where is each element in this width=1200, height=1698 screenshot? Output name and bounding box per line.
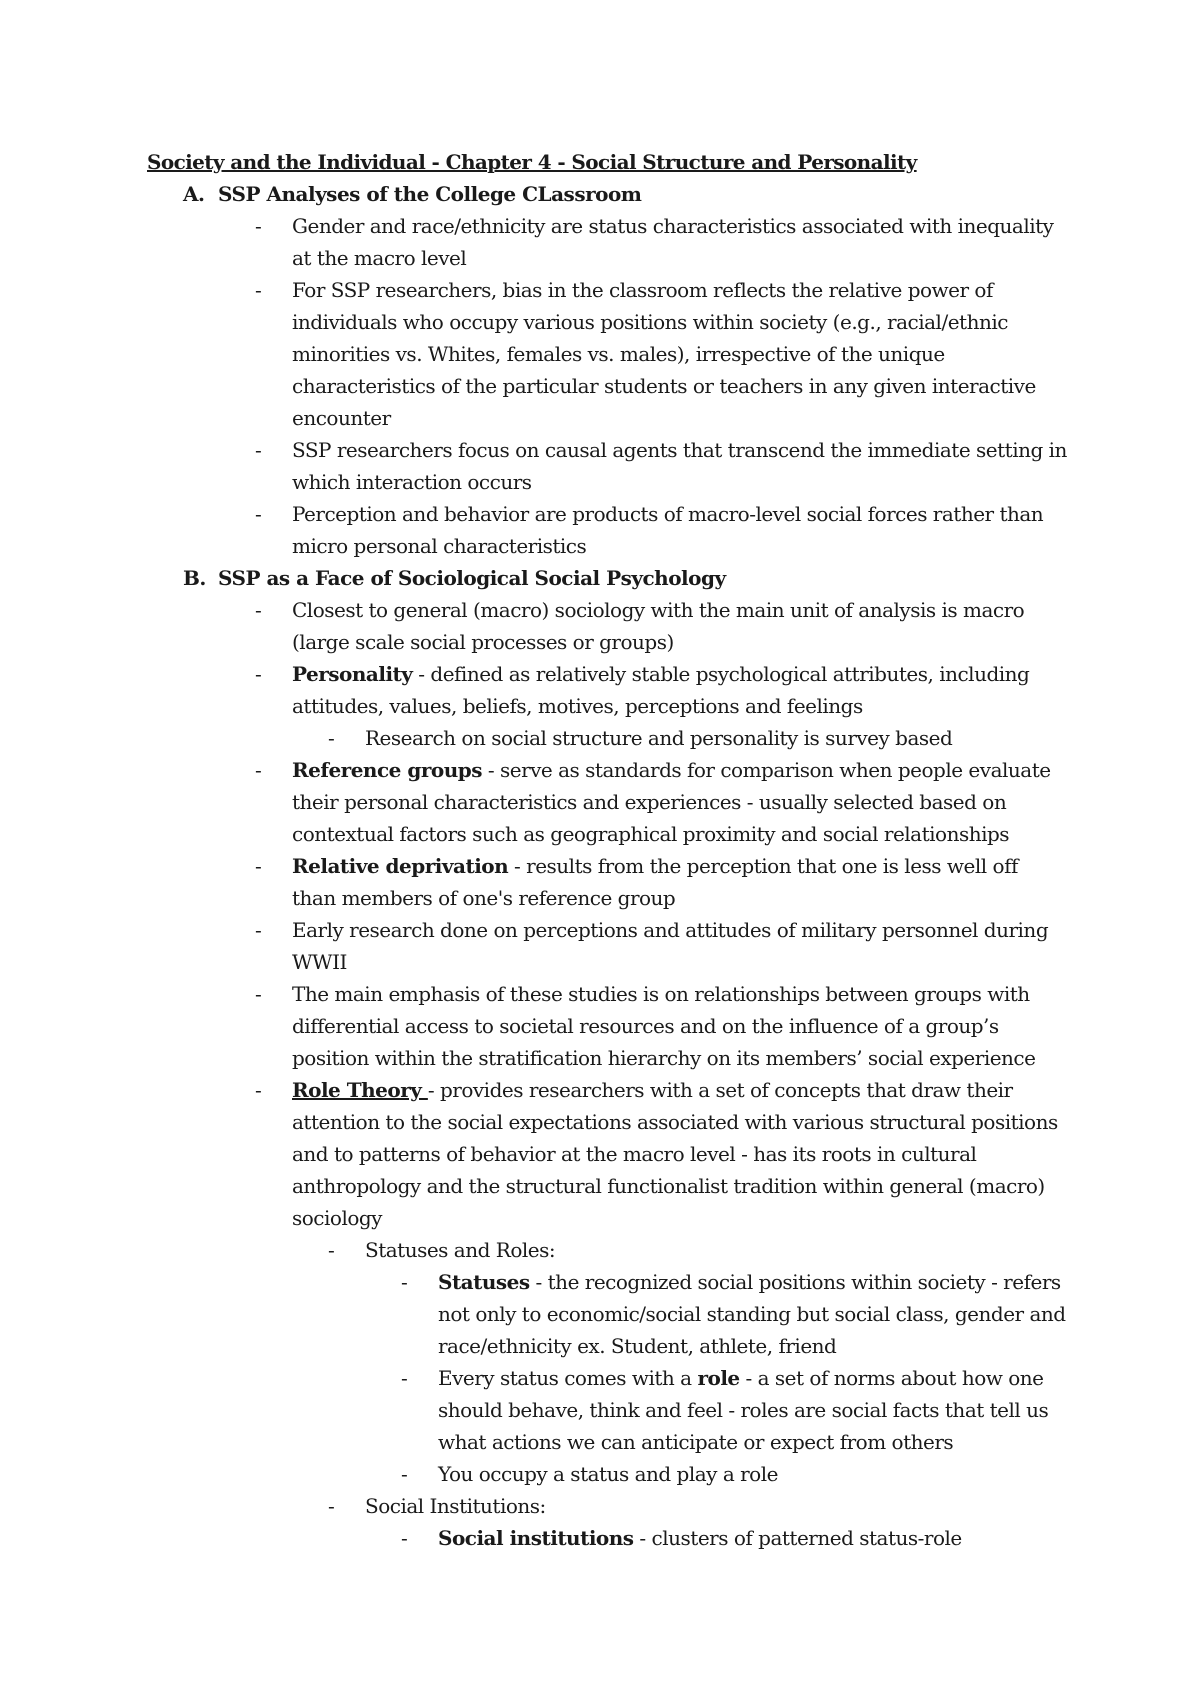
list-item — [147, 658, 1067, 722]
item-term: role — [697, 1366, 740, 1390]
item-term: Relative deprivation — [292, 854, 509, 878]
list-item — [147, 1266, 1067, 1362]
dash-bullet: - — [255, 278, 262, 302]
item-term: Personality — [292, 662, 413, 686]
item-text: - results from the perception that one is less well off than members of one's reference group — [292, 854, 1018, 910]
item-text: Perception and behavior are products of macro-level social forces rather than micro personal characteristics — [292, 502, 1044, 558]
list-item — [147, 1522, 1067, 1554]
list-item — [147, 754, 1067, 850]
item-term: Reference groups — [292, 758, 482, 782]
item-text-after: - a set of norms about how one should behave, think and feel - roles are social facts that tell us what actions we can anticipate or expect from others — [438, 1366, 1049, 1454]
section-heading-text: SSP as a Face of Sociological Social Psychology — [218, 566, 726, 590]
dash-bullet: - — [401, 1462, 408, 1486]
dash-bullet: - — [255, 662, 262, 686]
dash-bullet: - — [255, 598, 262, 622]
dash-bullet: - — [255, 758, 262, 782]
section-b — [147, 562, 1067, 1554]
dash-bullet: - — [255, 438, 262, 462]
section-heading — [147, 178, 1067, 210]
dash-bullet: - — [328, 1494, 335, 1518]
item-term: Role Theory — [292, 1078, 428, 1102]
item-text: Gender and race/ethnicity are status characteristics associated with inequality at the macro level — [292, 214, 1054, 270]
section-heading-text: SSP Analyses of the College CLassroom — [218, 182, 642, 206]
list-item — [147, 594, 1067, 658]
list-item — [147, 978, 1067, 1074]
section-letter: A. — [183, 182, 205, 206]
list-item — [147, 1234, 1067, 1266]
section-letter: B. — [183, 566, 206, 590]
item-text: - serve as standards for comparison when people evaluate their personal characteristics and experiences - usually selected based on contextual factors such as geographical proximity and social relationships — [292, 758, 1051, 846]
item-text: - defined as relatively stable psychological attributes, including attitudes, values, beliefs, motives, perceptions and feelings — [292, 662, 1030, 718]
list-item — [147, 498, 1067, 562]
dash-bullet: - — [255, 214, 262, 238]
item-text: - the recognized social positions within society - refers not only to economic/social standing but social class, gender and race/ethnicity ex. Student, athlete, friend — [438, 1270, 1066, 1358]
item-text: Every status comes with a — [438, 1366, 698, 1390]
item-text: Research on social structure and personality is survey based — [365, 726, 953, 750]
dash-bullet: - — [255, 854, 262, 878]
list-item — [147, 914, 1067, 978]
dash-bullet: - — [401, 1366, 408, 1390]
section-heading — [147, 562, 1067, 594]
item-term: Statuses — [438, 1270, 530, 1294]
item-text: For SSP researchers, bias in the classroom reflects the relative power of individuals who occupy various positions within society (e.g., racial/ethnic minorities vs. Whites, females vs. males), irrespective of the unique characteristics of the particular students or teachers in any given interactive encounter — [292, 278, 1036, 430]
item-text: Early research done on perceptions and attitudes of military personnel during WWII — [292, 918, 1049, 974]
document-title: Society and the Individual - Chapter 4 - Social Structure and Personality — [147, 150, 917, 174]
list-item — [147, 1362, 1067, 1458]
item-text: - provides researchers with a set of concepts that draw their attention to the social expectations associated with various structural positions and to patterns of behavior at the macro level - has its roots in cultural anthropology and the structural functionalist tradition within general (macro) sociology — [292, 1078, 1058, 1230]
dash-bullet: - — [328, 1238, 335, 1262]
item-text: The main emphasis of these studies is on relationships between groups with differential access to societal resources and on the influence of a group’s position within the stratification hierarchy on its members’ social experience — [292, 982, 1036, 1070]
dash-bullet: - — [328, 726, 335, 750]
item-text: Social Institutions: — [365, 1494, 546, 1518]
item-text: SSP researchers focus on causal agents that transcend the immediate setting in which interaction occurs — [292, 438, 1067, 494]
list-item — [147, 1074, 1067, 1234]
list-item — [147, 210, 1067, 274]
dash-bullet: - — [255, 982, 262, 1006]
dash-bullet: - — [255, 502, 262, 526]
list-item — [147, 1458, 1067, 1490]
item-text: Statuses and Roles: — [365, 1238, 556, 1262]
item-text: Closest to general (macro) sociology with the main unit of analysis is macro (large scale social processes or groups) — [292, 598, 1025, 654]
list-item — [147, 274, 1067, 434]
list-item — [147, 434, 1067, 498]
dash-bullet: - — [401, 1270, 408, 1294]
item-text: You occupy a status and play a role — [438, 1462, 778, 1486]
list-item — [147, 722, 1067, 754]
document-body — [147, 146, 1067, 1554]
item-text: - clusters of patterned status-role — [633, 1526, 962, 1550]
dash-bullet: - — [255, 918, 262, 942]
dash-bullet: - — [255, 1078, 262, 1102]
list-item — [147, 850, 1067, 914]
section-a — [147, 178, 1067, 562]
item-term: Social institutions — [438, 1526, 634, 1550]
dash-bullet: - — [401, 1526, 408, 1550]
list-item — [147, 1490, 1067, 1522]
